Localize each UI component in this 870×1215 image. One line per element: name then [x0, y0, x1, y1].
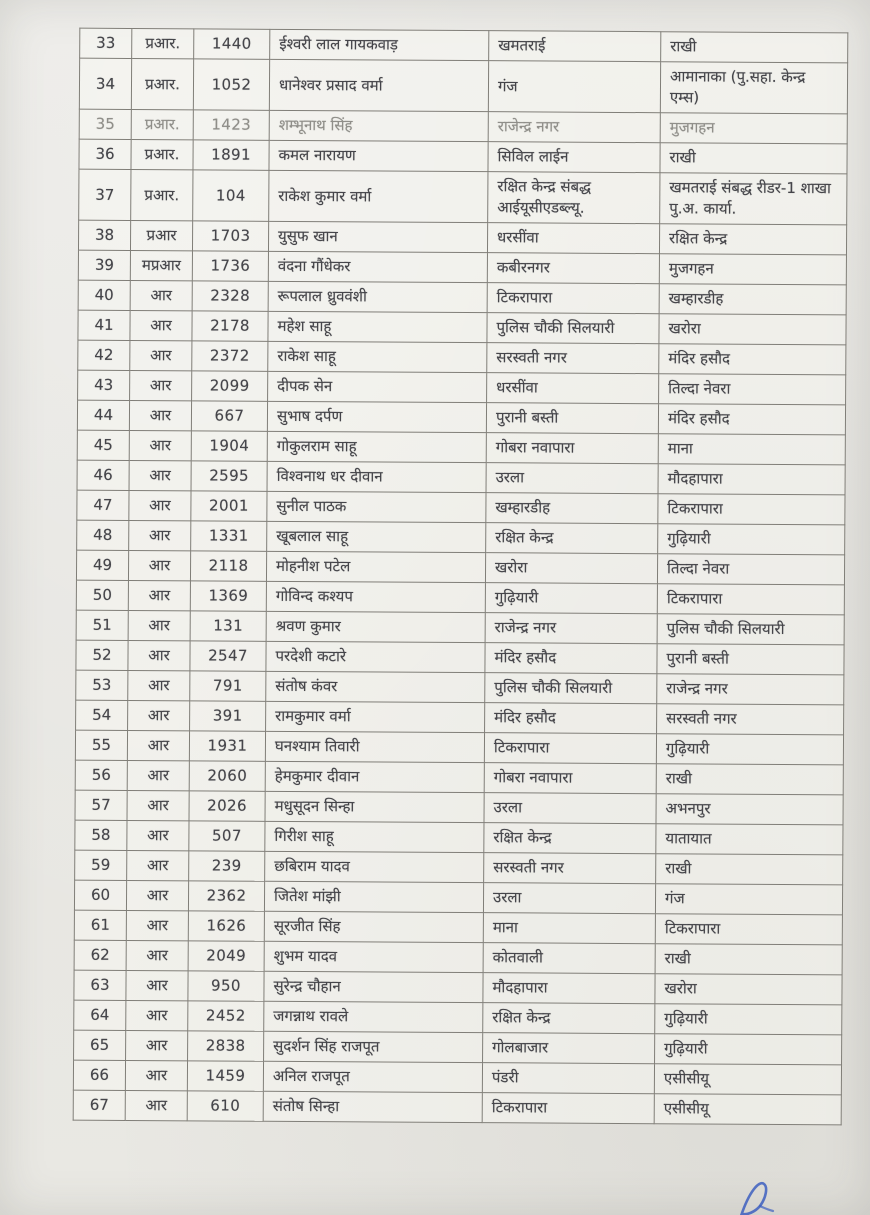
cell-name: सूरजीत सिंह: [264, 911, 483, 942]
cell-no: 2060: [189, 761, 265, 791]
cell-name: जगन्नाथ रावले: [264, 1001, 483, 1032]
cell-rank: आर: [129, 460, 191, 490]
cell-sl: 34: [79, 58, 131, 109]
table-row: [76, 580, 844, 615]
table-row: [76, 700, 844, 735]
cell-name: रामकुमार वर्मा: [266, 701, 485, 732]
table-row: [78, 370, 846, 405]
cell-name: जितेश मांझी: [264, 881, 483, 912]
cell-sl: 41: [78, 310, 130, 340]
cell-name: सुरेन्द्र चौहान: [264, 971, 483, 1002]
cell-from: खरोरा: [485, 553, 657, 584]
cell-no: 1331: [191, 521, 267, 551]
table-row: [74, 910, 842, 945]
cell-sl: 62: [74, 940, 126, 970]
cell-no: 1703: [192, 221, 268, 251]
cell-from: रक्षित केन्द्र: [483, 1003, 655, 1034]
blue-ink-signature-mark: [733, 1178, 797, 1215]
cell-name: ईश्वरी लाल गायकवाड़: [270, 29, 489, 60]
cell-from: रक्षित केन्द्र: [484, 823, 656, 854]
cell-name: शुभम यादव: [264, 941, 483, 972]
table-row: [77, 520, 845, 555]
cell-rank: प्रआर.: [132, 28, 194, 58]
table-row: [74, 940, 842, 975]
cell-sl: 33: [80, 28, 132, 58]
cell-sl: 44: [77, 400, 129, 430]
cell-sl: 61: [74, 910, 126, 940]
table-row: [78, 340, 846, 375]
cell-to: सरस्वती नगर: [657, 704, 844, 735]
cell-no: 1904: [191, 431, 267, 461]
cell-sl: 38: [78, 220, 130, 250]
cell-from: माना: [483, 913, 655, 944]
cell-name: सुदर्शन सिंह राजपूत: [264, 1031, 483, 1062]
cell-name: अनिल राजपूत: [263, 1061, 482, 1092]
table-row: [77, 460, 845, 495]
cell-to: गंज: [655, 884, 842, 915]
cell-rank: आर: [127, 820, 189, 850]
cell-rank: आर: [128, 610, 190, 640]
cell-rank: आर: [130, 310, 192, 340]
cell-to: मुजगहन: [660, 113, 847, 144]
cell-rank: आर: [126, 1030, 188, 1060]
cell-to: टिकरापारा: [657, 584, 844, 615]
cell-no: 1440: [194, 29, 270, 59]
cell-no: 1052: [193, 59, 269, 110]
cell-no: 2026: [189, 791, 265, 821]
cell-no: 1423: [193, 110, 269, 140]
table-row: [75, 820, 843, 855]
cell-from: राजेन्द्र नगर: [485, 613, 657, 644]
cell-sl: 55: [75, 730, 127, 760]
cell-from: रक्षित केन्द्र: [486, 523, 658, 554]
cell-no: 2118: [190, 551, 266, 581]
cell-name: गोकुलराम साहू: [267, 431, 486, 462]
table-row: [78, 310, 846, 345]
cell-no: 2372: [192, 341, 268, 371]
cell-sl: 42: [78, 340, 130, 370]
cell-no: 2328: [192, 281, 268, 311]
cell-name: महेश साहू: [268, 311, 487, 342]
table-row: [80, 28, 848, 63]
cell-rank: आर: [127, 730, 189, 760]
table-row: [77, 400, 845, 435]
cell-from: खमतराई: [489, 31, 661, 62]
table-row: [73, 1060, 841, 1095]
cell-from: धरसींवा: [487, 223, 659, 254]
cell-from: पंडरी: [482, 1063, 654, 1094]
cell-name: संतोष कंवर: [266, 671, 485, 702]
cell-no: 239: [189, 851, 265, 881]
cell-sl: 52: [76, 640, 128, 670]
table-row: [73, 1090, 841, 1125]
cell-name: सुभाष दर्पण: [267, 401, 486, 432]
cell-name: युसुफ खान: [268, 221, 487, 252]
cell-to: पुलिस चौकी सिलयारी: [657, 614, 844, 645]
cell-name: धानेश्वर प्रसाद वर्मा: [269, 59, 488, 111]
cell-from: मौदहापारा: [483, 973, 655, 1004]
table-row: [79, 169, 847, 225]
cell-to: राजेन्द्र नगर: [657, 674, 844, 705]
cell-name: मधुसूदन सिन्हा: [265, 791, 484, 822]
cell-rank: प्रआर.: [131, 109, 193, 139]
cell-name: विश्वनाथ धर दीवान: [267, 461, 486, 492]
cell-name: छबिराम यादव: [265, 851, 484, 882]
cell-to: तिल्दा नेवरा: [657, 554, 844, 585]
cell-to: खमतराई संबद्ध रीडर-1 शाखा पु.अ. कार्या.: [660, 173, 847, 225]
cell-rank: आर: [126, 910, 188, 940]
cell-sl: 49: [76, 550, 128, 580]
cell-name: वंदना गौंधेकर: [268, 251, 487, 282]
cell-rank: आर: [127, 760, 189, 790]
cell-name: शम्भूनाथ सिंह: [269, 110, 488, 141]
cell-from: सरस्वती नगर: [487, 343, 659, 374]
cell-from: गोलबाजार: [483, 1033, 655, 1064]
cell-rank: आर: [126, 970, 188, 1000]
table-row: [78, 220, 846, 255]
cell-no: 791: [190, 671, 266, 701]
cell-sl: 51: [76, 610, 128, 640]
cell-rank: आर: [128, 670, 190, 700]
cell-from: गोबरा नवापारा: [486, 433, 658, 464]
cell-rank: आर: [126, 940, 188, 970]
cell-no: 1736: [192, 251, 268, 281]
cell-rank: आर: [130, 370, 192, 400]
cell-to: मंदिर हसौद: [658, 404, 845, 435]
cell-from: पुरानी बस्ती: [486, 403, 658, 434]
table-row: [75, 760, 843, 795]
cell-name: श्रवण कुमार: [266, 611, 485, 642]
cell-to: अभनपुर: [656, 794, 843, 825]
cell-to: राखी: [656, 854, 843, 885]
cell-name: खूबलाल साहू: [267, 521, 486, 552]
cell-sl: 59: [75, 850, 127, 880]
cell-from: पुलिस चौकी सिलयारी: [485, 673, 657, 704]
cell-no: 1369: [190, 581, 266, 611]
cell-sl: 43: [78, 370, 130, 400]
cell-sl: 64: [74, 1000, 126, 1030]
cell-to: पुरानी बस्ती: [657, 644, 844, 675]
cell-no: 2452: [188, 1001, 264, 1031]
cell-rank: आर: [129, 400, 191, 430]
cell-to: खरोरा: [659, 314, 846, 345]
cell-sl: 65: [74, 1030, 126, 1060]
cell-rank: प्रआर.: [131, 169, 193, 220]
cell-from: कबीरनगर: [487, 253, 659, 284]
cell-from: उरला: [483, 883, 655, 914]
cell-sl: 46: [77, 460, 129, 490]
cell-from: पुलिस चौकी सिलयारी: [487, 313, 659, 344]
cell-name: हेमकुमार दीवान: [265, 761, 484, 792]
table-row: [76, 610, 844, 645]
cell-no: 1626: [188, 911, 264, 941]
cell-name: राकेश साहू: [268, 341, 487, 372]
cell-rank: आर: [125, 1060, 187, 1090]
cell-no: 2178: [192, 311, 268, 341]
table-row: [75, 850, 843, 885]
cell-sl: 60: [74, 880, 126, 910]
cell-from: उरला: [486, 463, 658, 494]
cell-to: राखी: [660, 143, 847, 174]
cell-to: खम्हारडीह: [659, 284, 846, 315]
cell-from: रक्षित केन्द्र संबद्ध आईयूसीएडब्ल्यू.: [488, 172, 660, 224]
cell-sl: 36: [79, 139, 131, 169]
cell-rank: आर: [130, 280, 192, 310]
cell-no: 2049: [188, 941, 264, 971]
cell-from: मंदिर हसौद: [485, 703, 657, 734]
table-row: [77, 430, 845, 465]
cell-to: रक्षित केन्द्र: [659, 224, 846, 255]
table-row: [75, 730, 843, 765]
table-row: [79, 109, 847, 144]
cell-sl: 58: [75, 820, 127, 850]
cell-no: 131: [190, 611, 266, 641]
cell-rank: आर: [127, 790, 189, 820]
cell-from: राजेन्द्र नगर: [488, 112, 660, 143]
cell-from: कोतवाली: [483, 943, 655, 974]
cell-rank: आर: [128, 580, 190, 610]
cell-sl: 45: [77, 430, 129, 460]
cell-to: टिकरापारा: [655, 914, 842, 945]
roster-table-body: [73, 28, 848, 1125]
cell-rank: आर: [126, 1000, 188, 1030]
cell-from: टिकरापारा: [487, 283, 659, 314]
table-row: [78, 250, 846, 285]
cell-from: गंज: [488, 61, 660, 113]
cell-no: 2099: [192, 371, 268, 401]
cell-to: तिल्दा नेवरा: [659, 374, 846, 405]
cell-no: 104: [193, 170, 269, 221]
cell-to: टिकरापारा: [658, 494, 845, 525]
cell-name: राकेश कुमार वर्मा: [269, 170, 488, 222]
cell-rank: प्रआर: [130, 220, 192, 250]
cell-from: गोबरा नवापारा: [484, 763, 656, 794]
cell-sl: 56: [75, 760, 127, 790]
cell-name: कमल नारायण: [269, 140, 488, 171]
cell-sl: 66: [73, 1060, 125, 1090]
cell-no: 2838: [188, 1031, 264, 1061]
cell-rank: आर: [129, 490, 191, 520]
table-row: [74, 1030, 842, 1065]
cell-no: 2547: [190, 641, 266, 671]
cell-to: एसीसीयू: [654, 1064, 841, 1095]
cell-rank: आर: [128, 550, 190, 580]
table-row: [74, 880, 842, 915]
cell-name: रूपलाल ध्रुववंशी: [268, 281, 487, 312]
cell-to: यातायात: [656, 824, 843, 855]
table-row: [79, 139, 847, 174]
cell-rank: आर: [125, 1090, 187, 1120]
cell-name: सुनील पाठक: [267, 491, 486, 522]
cell-sl: 53: [76, 670, 128, 700]
cell-no: 1891: [193, 140, 269, 170]
cell-rank: आर: [128, 700, 190, 730]
cell-to: खरोरा: [655, 974, 842, 1005]
cell-from: सरस्वती नगर: [484, 853, 656, 884]
table-row: [76, 550, 844, 585]
cell-no: 391: [190, 701, 266, 731]
cell-from: मंदिर हसौद: [485, 643, 657, 674]
personnel-roster-table: [73, 28, 849, 1126]
cell-name: गोविन्द कश्यप: [266, 581, 485, 612]
cell-to: मंदिर हसौद: [659, 344, 846, 375]
cell-rank: आर: [130, 340, 192, 370]
cell-sl: 57: [75, 790, 127, 820]
cell-sl: 48: [77, 520, 129, 550]
cell-to: आमानाका (पु.सहा. केन्द्र एम्स): [660, 62, 847, 114]
table-row: [79, 58, 847, 114]
cell-rank: प्रआर.: [131, 58, 193, 109]
cell-name: गिरीश साहू: [265, 821, 484, 852]
cell-sl: 40: [78, 280, 130, 310]
table-row: [75, 790, 843, 825]
cell-from: उरला: [484, 793, 656, 824]
cell-no: 1931: [189, 731, 265, 761]
cell-to: मुजगहन: [659, 254, 846, 285]
cell-to: राखी: [655, 944, 842, 975]
cell-sl: 47: [77, 490, 129, 520]
cell-to: गुढ़ियारी: [655, 1004, 842, 1035]
table-row: [74, 1000, 842, 1035]
cell-to: मौदहापारा: [658, 464, 845, 495]
cell-sl: 39: [78, 250, 130, 280]
cell-name: संतोष सिन्हा: [263, 1091, 482, 1122]
cell-sl: 63: [74, 970, 126, 1000]
cell-from: खम्हारडीह: [486, 493, 658, 524]
cell-sl: 50: [76, 580, 128, 610]
cell-from: टिकरापारा: [482, 1093, 654, 1124]
table-row: [74, 970, 842, 1005]
cell-no: 610: [187, 1091, 263, 1121]
cell-no: 667: [191, 401, 267, 431]
cell-rank: आर: [127, 850, 189, 880]
cell-to: गुढ़ियारी: [655, 1034, 842, 1065]
cell-no: 2001: [191, 491, 267, 521]
cell-no: 2595: [191, 461, 267, 491]
cell-no: 507: [189, 821, 265, 851]
cell-to: राखी: [656, 764, 843, 795]
cell-name: दीपक सेन: [268, 371, 487, 402]
cell-sl: 37: [79, 169, 131, 220]
cell-name: मोहनीश पटेल: [266, 551, 485, 582]
cell-rank: प्रआर.: [131, 139, 193, 169]
cell-to: राखी: [661, 32, 848, 63]
cell-rank: आर: [126, 880, 188, 910]
table-row: [77, 490, 845, 525]
cell-rank: आर: [128, 640, 190, 670]
cell-rank: आर: [129, 520, 191, 550]
table-row: [78, 280, 846, 315]
cell-no: 2362: [188, 881, 264, 911]
cell-rank: आर: [129, 430, 191, 460]
cell-to: गुढ़ियारी: [656, 734, 843, 765]
cell-to: एसीसीयू: [654, 1094, 841, 1125]
cell-name: घनश्याम तिवारी: [265, 731, 484, 762]
cell-name: परदेशी कटारे: [266, 641, 485, 672]
cell-no: 950: [188, 971, 264, 1001]
cell-rank: मप्रआर: [130, 250, 192, 280]
cell-from: धरसींवा: [487, 373, 659, 404]
cell-no: 1459: [187, 1061, 263, 1091]
cell-sl: 67: [73, 1090, 125, 1120]
cell-sl: 54: [76, 700, 128, 730]
cell-sl: 35: [79, 109, 131, 139]
table-row: [76, 640, 844, 675]
cell-to: माना: [658, 434, 845, 465]
table-row: [76, 670, 844, 705]
cell-from: टिकरापारा: [484, 733, 656, 764]
cell-to: गुढ़ियारी: [658, 524, 845, 555]
cell-from: गुढ़ियारी: [485, 583, 657, 614]
cell-from: सिविल लाईन: [488, 142, 660, 173]
